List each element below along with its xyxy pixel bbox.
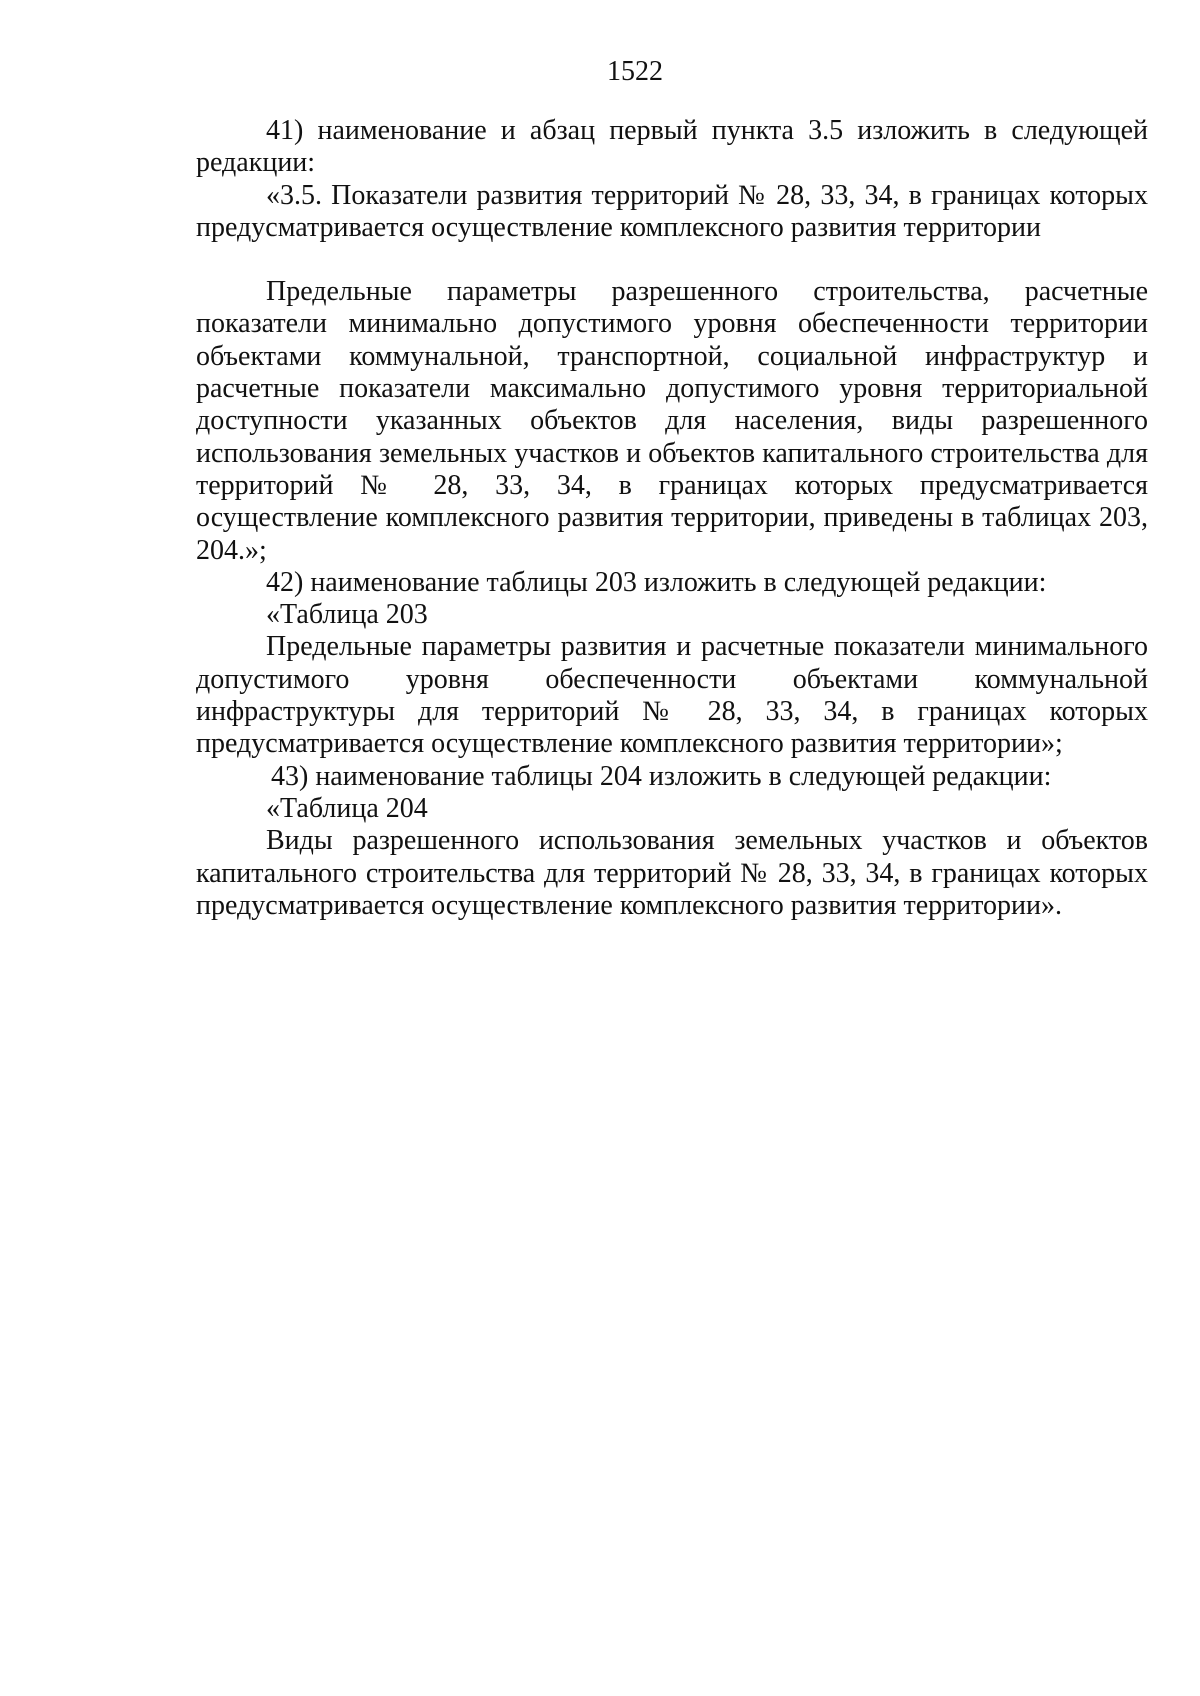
paragraph-item-42: 42) наименование таблицы 203 изложить в следующей редакции: — [266, 566, 1047, 598]
document-body — [196, 115, 1148, 922]
page-number: 1522 — [607, 56, 663, 87]
paragraph-item-43: 43) наименование таблицы 204 изложить в следующей редакции: — [271, 760, 1052, 792]
paragraph-parameters: Предельные параметры разрешенного строительства, расчетные показатели минимально допустимого уровня обеспеченности территории объектами коммунальной, транспортной, социальной инфраструктур и расчетные показатели максимально допустимого уровня территориальной доступности указанных объектов для населения, виды разрешенного использования земельных участков и объектов капитального строительства для территорий № 28, 33, 34, в границах которых предусматривается осуществление комплексного развития территории, приведены в таблицах 203, 204.»; — [196, 276, 1148, 566]
blank-line — [196, 244, 1148, 276]
table-204-heading: «Таблица 204 — [266, 792, 428, 824]
paragraph-item-41: 41) наименование и абзац первый пункта 3.5 изложить в следующей редакции: — [196, 115, 1148, 179]
table-203-title: Предельные параметры развития и расчетные показатели минимального допустимого уровня обеспеченности объектами коммунальной инфраструктуры для территорий № 28, 33, 34, в границах которых предусматривается осуществление комплексного развития территории»; — [196, 631, 1148, 760]
table-204-title: Виды разрешенного использования земельных участков и объектов капитального строительства для территорий № 28, 33, 34, в границах которых предусматривается осуществление комплексного развития территории». — [196, 825, 1148, 921]
table-203-heading: «Таблица 203 — [266, 599, 428, 631]
paragraph-section-3-5: «3.5. Показатели развития территорий № 28, 33, 34, в границах которых предусматривается осуществление комплексного развития территории — [196, 179, 1148, 243]
